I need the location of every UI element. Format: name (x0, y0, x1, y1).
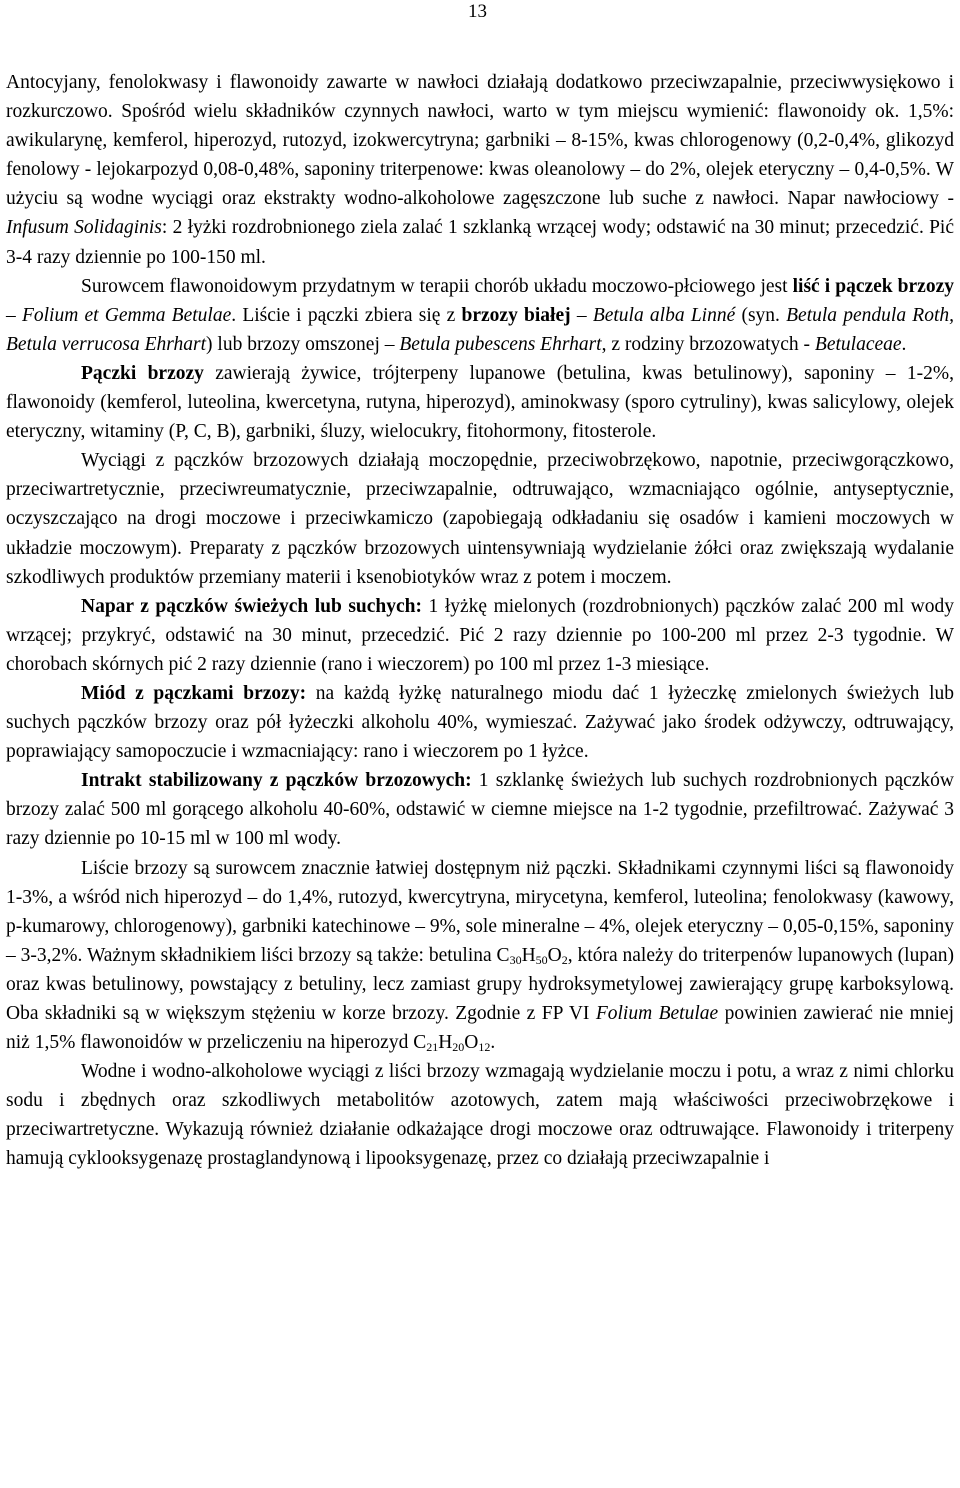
bold-term: liść i pączek brzozy (792, 275, 954, 297)
text-run: Surowcem flawonoidowym przydatnym w terapii chorób układu moczowo-płciowego jest (81, 275, 793, 297)
text-run: Wodne i wodno-alkoholowe wyciągi z liści brzozy wzmagają wydzielanie moczu i potu, a wraz z nimi chlorku sodu i zbędnych oraz szkodliwych metabolitów azotowych, zatem mają właściwości przeciwobrzękowe i przeciwartretyczne. Wykazują również działanie odkażające drogi moczowe oraz odtruwające. Flawonoidy i triterpeny hamują cyklooksygenazę prostaglandynową i lipooksygenazę, przez co działają przeciwzapalnie i (6, 1061, 954, 1170)
text-run: H (521, 944, 536, 966)
latin-name: Folium Betulae (595, 1003, 719, 1024)
document-body (6, 68, 954, 1174)
text-run: ) lub brzozy omszonej – (206, 333, 400, 355)
text-run: – (6, 304, 22, 326)
latin-name: Betula alba Linné (592, 304, 736, 326)
latin-name: Betula pubescens Ehrhart (399, 333, 602, 355)
bold-term: brzozy białej (461, 304, 571, 326)
paragraph-p3 (6, 359, 954, 446)
paragraph-p4 (6, 446, 954, 591)
text-run: O (547, 944, 562, 966)
text-run: 1 łyżkę mielonych (rozdrobnionych) pączków zalać 200 ml wody wrzącej; przykryć, odstawić na 30 minut, przecedzić. Pić 2 razy dziennie po 100-200 ml przez 2-3 tygodnie. W chorobach skórnych pić 2 razy dziennie (rano i wieczorem) po 100 ml przez 1-3 miesiące. (6, 595, 954, 675)
text-run: (syn. (735, 304, 787, 326)
latin-name: Infusum Solidaginis (6, 217, 162, 239)
subscript: 50 (535, 952, 548, 967)
bold-term: Intrakt stabilizowany z pączków brzozowych: (81, 770, 472, 792)
text-run: Liście brzozy są surowcem znacznie łatwiej dostępnym niż pączki. Składnikami czynnymi liści są flawonoidy 1-3%, a wśród nich hiperozyd – do 1,4%, rutozyd, kwercytryna, mirycetyna, kemferol, luteolina; fenolokwasy (kawowy, p-kumarowy, chlorogenowy), garbniki katechinowe – 9%, sole mineralne – 4%, olejek eteryczny – 0,05-0,15%, saponiny – 3-3,2%. Ważnym składnikiem liści brzozy są także: betulina C (6, 857, 955, 966)
bold-term: Miód z pączkami brzozy: (81, 682, 307, 704)
text-run: , z rodziny brzozowatych - (601, 333, 815, 355)
paragraph-p6 (6, 679, 954, 766)
text-run: Wyciągi z pączków brzozowych działają moczopędnie, przeciwobrzękowo, napotnie, przeciwgorączkowo, przeciwartretycznie, przeciwreumatycznie, przeciwzapalnie, odtruwająco, wzmacniająco ogólnie, antyseptycznie, oczyszczająco na drogi moczowe i przeciwkamiczo (zapobiegają odkładaniu się osadów i kamieni moczowych w układzie moczowym). Preparaty z pączków brzozowych uintensywniają wydzielanie żółci oraz zwiększają wydalanie szkodliwych produktów przemiany materii i ksenobiotyków wraz z potem i moczem. (6, 450, 954, 588)
text-run: , która należy do triterpenów lupanowych (lupan) oraz kwas betulinowy, powstający z betuliny, lecz zamiast grupy hydroksymetylowej zawierający grupę karboksylową. Oba składniki są w większym stężeniu w korze brzozy. Zgodnie z FP VI (6, 944, 954, 1024)
page-number: 13 (468, 1, 487, 22)
subscript: 20 (452, 1040, 465, 1055)
subscript: 21 (426, 1040, 439, 1055)
text-run: na każdą łyżkę naturalnego miodu dać 1 łyżeczkę zmielonych świeżych lub suchych pączków brzozy oraz pół łyżeczki alkoholu 40%, wymieszać. Zażywać jako środek odżywczy, odtruwający, poprawiający samopoczucie i wzmacniający: rano i wieczorem po 1 łyżce. (6, 682, 955, 763)
text-run: – (570, 304, 593, 326)
latin-name: Betula pendula Roth, Betula verrucosa Ehrhart (6, 304, 954, 355)
paragraph-p9 (6, 1057, 954, 1173)
paragraph-p2 (6, 272, 954, 359)
paragraph-p5 (6, 592, 954, 679)
text-run: zawierają żywice, trójterpeny lupanowe (betulina, kwas betulinowy), saponiny – 1-2%, flawonoidy (kemferol, luteolina, kwercetyna, rutyna, hiperozyd), aminokwasy (sporo cytruliny), kwas salicylowy, olejek eteryczny, witaminy (P, C, B), garbniki, śluzy, wielocukry, fitohormony, fitosterole. (6, 362, 955, 443)
subscript: 2 (561, 952, 568, 967)
text-run: : 2 łyżki rozdrobnionego ziela zalać 1 szklanką wrzącej wody; odstawić na 30 minut; przecedzić. Pić 3-4 razy dziennie po 100-150 ml. (6, 217, 955, 268)
text-run: . (490, 1032, 496, 1054)
paragraph-p8 (6, 854, 954, 1058)
text-run: powinien zawierać nie mniej niż 1,5% flawonoidów w przeliczeniu na hiperozyd C (6, 1003, 954, 1054)
latin-name: Folium et Gemma Betulae (21, 304, 232, 326)
text-run: Antocyjany, fenolokwasy i flawonoidy zawarte w nawłoci działają dodatkowo przeciwzapalnie, przeciwwysiękowo i rozkurczowo. Spośród wielu składników czynnych nawłoci, warto w tym miejscu wymienić: flawonoidy ok. 1,5%: awikularynę, kemferol, hiperozyd, rutozyd, izokwercytryna; garbniki – 8-15%, kwas chlorogenowy (0,2-0,4%, glikozyd fenolowy - lejokarpozyd 0,08-0,48%, saponiny triterpenowe: kwas oleanolowy – do 2%, olejek eteryczny – 0,4-0,5%. W użyciu są wodne wyciągi oraz ekstrakty wodno-alkoholowe zagęszczone lub suche z nawłoci. Napar nawłociowy - (6, 72, 954, 210)
text-run: . (901, 333, 907, 355)
subscript: 30 (509, 952, 522, 967)
paragraph-p1 (6, 68, 954, 272)
bold-term: Pączki brzozy (81, 362, 204, 384)
latin-name: Betulaceae (814, 333, 902, 355)
subscript: 12 (478, 1040, 491, 1055)
text-run: 1 szklankę świeżych lub suchych rozdrobnionych pączków brzozy zalać 500 ml gorącego alkoholu 40-60%, odstawić w ciemne miejsce na 1-2 tygodnie, przefiltrować. Zażywać 3 razy dziennie po 10-15 ml w 100 ml wody. (6, 770, 955, 850)
paragraph-p7 (6, 766, 954, 853)
text-run: H (438, 1032, 453, 1054)
text-run: O (464, 1032, 479, 1054)
text-run: . Liście i pączki zbiera się z (231, 304, 462, 326)
bold-term: Napar z pączków świeżych lub suchych: (81, 595, 423, 617)
